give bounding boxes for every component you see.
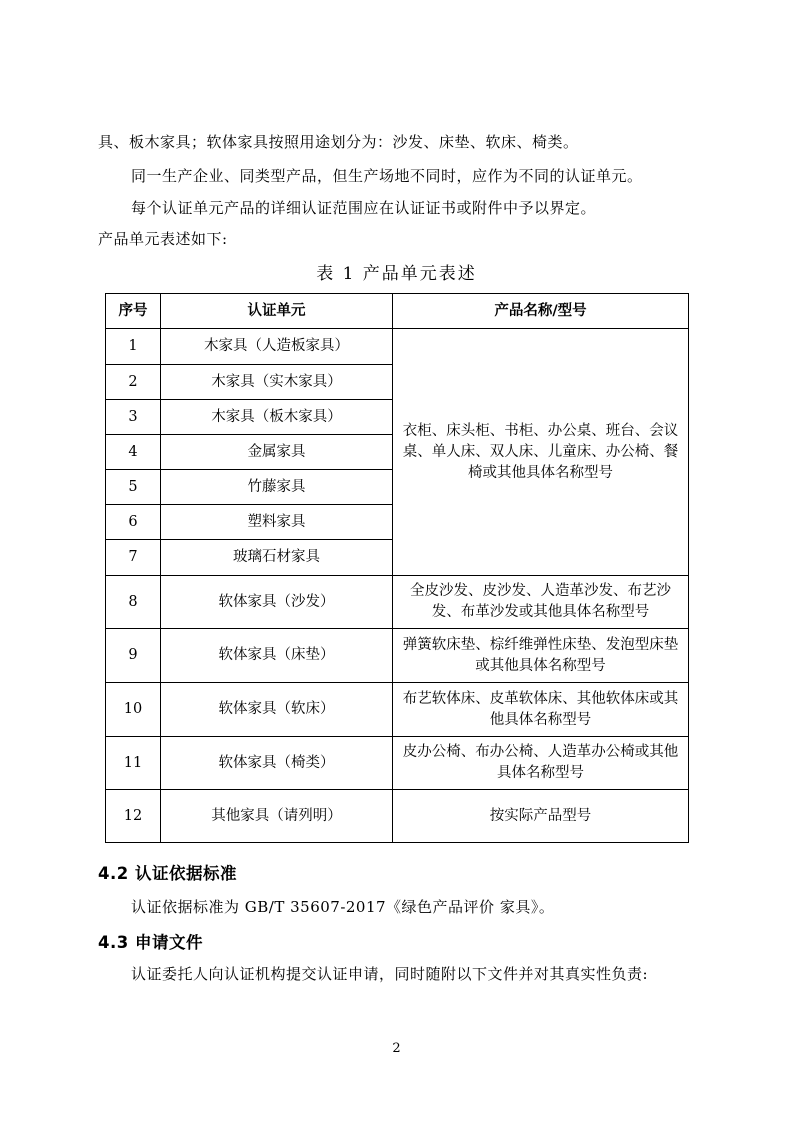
paragraph-scope: 每个认证单元产品的详细认证范围应在认证证书或附件中予以界定。 <box>131 199 597 217</box>
page-number: 2 <box>392 1041 401 1056</box>
row-unit: 塑料家具 <box>161 505 393 540</box>
header-unit: 认证单元 <box>161 294 393 329</box>
section-4-3-body: 认证委托人向认证机构提交认证申请，同时随附以下文件并对其真实性负责: <box>131 965 649 983</box>
paragraph-continuation: 具、板木家具；软体家具按照用途划分为：沙发、床垫、软床、椅类。 <box>98 133 579 151</box>
table-row <box>106 737 689 790</box>
row-index: 1 <box>106 329 161 365</box>
row-index: 12 <box>106 790 161 843</box>
paragraph-units-intro: 产品单元表述如下: <box>98 230 228 248</box>
row-index: 3 <box>106 400 161 435</box>
table-header-row <box>106 294 689 329</box>
row-product: 弹簧软床垫、棕纤维弹性床垫、发泡型床垫或其他具体名称型号 <box>393 629 689 683</box>
row-unit: 木家具（实木家具） <box>161 365 393 400</box>
row-product-merged: 衣柜、床头柜、书柜、办公桌、班台、会议桌、单人床、双人床、儿童床、办公椅、餐椅或其他具体名称型号 <box>393 329 689 576</box>
row-product: 布艺软体床、皮革软体床、其他软体床或其他具体名称型号 <box>393 683 689 737</box>
table-row <box>106 629 689 683</box>
row-unit: 其他家具（请列明） <box>161 790 393 843</box>
row-unit: 木家具（板木家具） <box>161 400 393 435</box>
row-unit: 软体家具（沙发） <box>161 576 393 629</box>
table-caption: 表 1 产品单元表述 <box>316 264 477 284</box>
row-unit: 木家具（人造板家具） <box>161 329 393 365</box>
row-product: 按实际产品型号 <box>393 790 689 843</box>
row-unit: 软体家具（软床） <box>161 683 393 737</box>
row-index: 6 <box>106 505 161 540</box>
header-index: 序号 <box>106 294 161 329</box>
row-index: 10 <box>106 683 161 737</box>
row-unit: 玻璃石材家具 <box>161 540 393 576</box>
table-row <box>106 329 689 365</box>
row-unit: 软体家具（椅类） <box>161 737 393 790</box>
row-index: 8 <box>106 576 161 629</box>
section-heading-4-3: 4.3 申请文件 <box>98 933 203 952</box>
row-unit: 金属家具 <box>161 435 393 470</box>
table-row <box>106 683 689 737</box>
row-index: 9 <box>106 629 161 683</box>
row-index: 5 <box>106 470 161 505</box>
row-product: 全皮沙发、皮沙发、人造革沙发、布艺沙发、布革沙发或其他具体名称型号 <box>393 576 689 629</box>
row-index: 11 <box>106 737 161 790</box>
row-index: 7 <box>106 540 161 576</box>
table-row <box>106 576 689 629</box>
row-unit: 竹藤家具 <box>161 470 393 505</box>
row-index: 4 <box>106 435 161 470</box>
table-row <box>106 790 689 843</box>
row-unit: 软体家具（床垫） <box>161 629 393 683</box>
row-product: 皮办公椅、布办公椅、人造革办公椅或其他具体名称型号 <box>393 737 689 790</box>
row-index: 2 <box>106 365 161 400</box>
section-4-2-body: 认证依据标准为 GB/T 35607-2017《绿色产品评价 家具》。 <box>131 898 555 916</box>
header-product: 产品名称/型号 <box>393 294 689 329</box>
product-unit-table <box>105 293 689 843</box>
paragraph-same-enterprise: 同一生产企业、同类型产品，但生产场地不同时，应作为不同的认证单元。 <box>131 167 643 185</box>
section-heading-4-2: 4.2 认证依据标准 <box>98 864 237 883</box>
